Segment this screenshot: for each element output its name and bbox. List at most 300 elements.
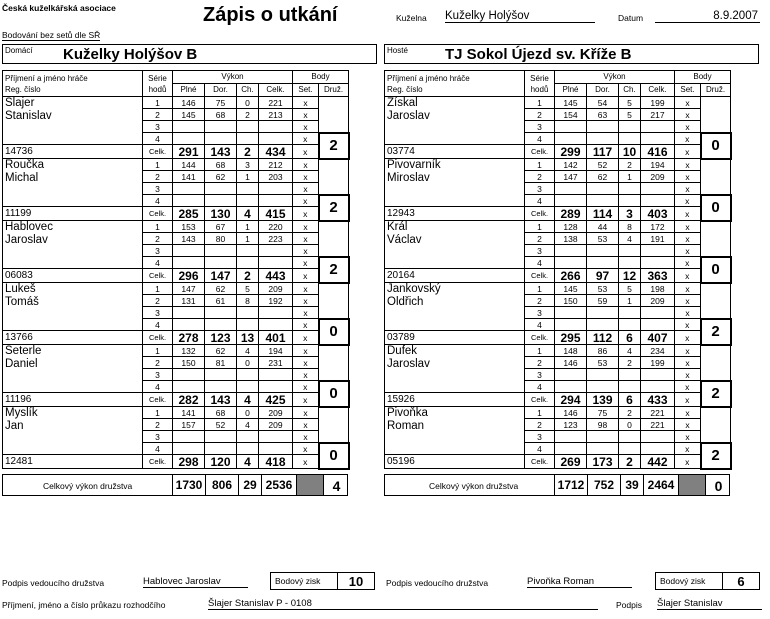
player-total-value: 403 bbox=[641, 207, 675, 221]
player-spacer bbox=[385, 443, 525, 455]
series-number: 2 bbox=[525, 419, 555, 431]
set-mark: x bbox=[675, 431, 701, 443]
player-first-name-cont bbox=[385, 307, 525, 319]
team-total-label: Celkový výkon družstva bbox=[429, 480, 519, 491]
series-number: 3 bbox=[143, 307, 173, 319]
series-value: 1 bbox=[237, 221, 259, 233]
player-reg-number: 03774 bbox=[385, 145, 525, 159]
series-value bbox=[237, 183, 259, 195]
series-value: 80 bbox=[205, 233, 237, 245]
series-value: 4 bbox=[237, 345, 259, 357]
series-value: 81 bbox=[205, 357, 237, 369]
player-surname: Šlajer bbox=[3, 97, 143, 109]
date-value: 8.9.2007 bbox=[655, 10, 760, 23]
series-value bbox=[619, 443, 641, 455]
series-value: 62 bbox=[205, 345, 237, 357]
player-spacer bbox=[3, 195, 143, 207]
series-row bbox=[385, 443, 731, 455]
series-value bbox=[259, 319, 293, 331]
series-number: 2 bbox=[143, 419, 173, 431]
series-value: 2 bbox=[619, 159, 641, 171]
col-player-name: Příjmení a jméno hráče Reg. číslo bbox=[3, 71, 143, 97]
series-value: 150 bbox=[555, 295, 587, 307]
player-points: 2 bbox=[319, 133, 349, 159]
player-total-value: 173 bbox=[587, 455, 619, 469]
series-value bbox=[555, 257, 587, 269]
series-value bbox=[205, 443, 237, 455]
series-value bbox=[259, 121, 293, 133]
series-value: 203 bbox=[259, 171, 293, 183]
series-value bbox=[641, 133, 675, 145]
player-first-name: Oldřich bbox=[385, 295, 525, 307]
series-number: 1 bbox=[143, 345, 173, 357]
player-reg-number: 03789 bbox=[385, 331, 525, 345]
association-name: Česká kuželkářská asociace bbox=[2, 3, 116, 13]
team-total-clear: 752 bbox=[593, 477, 615, 492]
player-total-value: 443 bbox=[259, 269, 293, 283]
player-total-value: 114 bbox=[587, 207, 619, 221]
series-value: 1 bbox=[237, 171, 259, 183]
date-label: Datum bbox=[618, 13, 644, 23]
player-total-value: 425 bbox=[259, 393, 293, 407]
player-points: 0 bbox=[701, 133, 731, 159]
series-value: 62 bbox=[205, 283, 237, 295]
series-row bbox=[3, 431, 349, 443]
player-surname: Myslík bbox=[3, 407, 143, 419]
team-total-sum: 2536 bbox=[265, 477, 293, 492]
series-value: 154 bbox=[555, 109, 587, 121]
series-value: 221 bbox=[641, 419, 675, 431]
series-value bbox=[205, 121, 237, 133]
player-total-value: 4 bbox=[237, 207, 259, 221]
set-mark: x bbox=[675, 283, 701, 295]
series-value bbox=[641, 195, 675, 207]
set-mark: x bbox=[293, 419, 319, 431]
series-value: 5 bbox=[619, 283, 641, 295]
away-bonus-label: Bodový zisk bbox=[660, 576, 706, 586]
series-value bbox=[587, 369, 619, 381]
player-reg-number: 13766 bbox=[3, 331, 143, 345]
player-first-name: Tomáš bbox=[3, 295, 143, 307]
series-value: 2 bbox=[619, 407, 641, 419]
series-value bbox=[237, 431, 259, 443]
player-total-value: 291 bbox=[173, 145, 205, 159]
series-number: 3 bbox=[525, 121, 555, 133]
set-mark: x bbox=[293, 97, 319, 109]
series-value bbox=[587, 443, 619, 455]
series-row bbox=[3, 159, 349, 171]
player-points: 2 bbox=[701, 381, 731, 407]
series-value: 5 bbox=[619, 97, 641, 109]
set-mark: x bbox=[675, 331, 701, 345]
series-row bbox=[3, 109, 349, 121]
player-first-name-cont bbox=[3, 121, 143, 133]
player-first-name: Václav bbox=[385, 233, 525, 245]
series-row bbox=[385, 159, 731, 171]
player-total-row bbox=[385, 145, 731, 159]
set-mark: x bbox=[675, 357, 701, 369]
series-value bbox=[173, 307, 205, 319]
set-mark: x bbox=[675, 233, 701, 245]
series-number: 1 bbox=[143, 283, 173, 295]
team-total-full: 1730 bbox=[175, 477, 203, 492]
total-label: Celk. bbox=[143, 269, 173, 283]
set-mark: x bbox=[293, 145, 319, 159]
col-full: Plné bbox=[173, 84, 205, 97]
team-total-shaded-cell bbox=[297, 475, 323, 495]
series-value bbox=[205, 183, 237, 195]
series-value bbox=[205, 245, 237, 257]
player-points: 2 bbox=[319, 195, 349, 221]
player-reg-number: 14736 bbox=[3, 145, 143, 159]
series-value: 86 bbox=[587, 345, 619, 357]
series-value bbox=[587, 133, 619, 145]
team-total-points: 4 bbox=[332, 477, 341, 494]
series-value bbox=[587, 195, 619, 207]
series-value bbox=[173, 245, 205, 257]
player-first-name-cont bbox=[385, 183, 525, 195]
series-value: 0 bbox=[237, 97, 259, 109]
series-value bbox=[173, 195, 205, 207]
team-total-sum: 2464 bbox=[647, 477, 675, 492]
series-value bbox=[619, 245, 641, 257]
set-mark: x bbox=[293, 393, 319, 407]
series-value bbox=[555, 307, 587, 319]
player-total-value: 3 bbox=[619, 207, 641, 221]
series-row bbox=[3, 369, 349, 381]
series-value bbox=[237, 443, 259, 455]
series-value: 198 bbox=[641, 283, 675, 295]
series-row bbox=[385, 183, 731, 195]
series-value: 75 bbox=[205, 97, 237, 109]
col-total: Celk. bbox=[259, 84, 293, 97]
total-label: Celk. bbox=[525, 455, 555, 469]
player-total-value: 2 bbox=[237, 269, 259, 283]
series-number: 3 bbox=[525, 431, 555, 443]
player-total-row bbox=[3, 269, 349, 283]
series-value bbox=[237, 195, 259, 207]
series-value bbox=[641, 183, 675, 195]
col-points: Body bbox=[675, 71, 731, 84]
set-mark: x bbox=[293, 295, 319, 307]
referee-label: Příjmení, jméno a číslo průkazu rozhodčího bbox=[2, 600, 166, 610]
player-surname: Pivovarník bbox=[385, 159, 525, 171]
away-bonus-value: 6 bbox=[737, 574, 745, 589]
set-mark: x bbox=[675, 257, 701, 269]
pts-spacer bbox=[701, 345, 731, 381]
away-team-name: TJ Sokol Újezd sv. Kříže B bbox=[445, 46, 632, 63]
set-mark: x bbox=[293, 319, 319, 331]
series-value: 52 bbox=[587, 159, 619, 171]
series-number: 4 bbox=[143, 257, 173, 269]
series-row bbox=[385, 381, 731, 393]
set-mark: x bbox=[675, 195, 701, 207]
total-label: Celk. bbox=[525, 269, 555, 283]
set-mark: x bbox=[675, 455, 701, 469]
col-points: Body bbox=[293, 71, 349, 84]
series-value bbox=[619, 121, 641, 133]
series-value: 209 bbox=[641, 171, 675, 183]
series-value bbox=[259, 195, 293, 207]
signature-value: Šlajer Stanislav bbox=[657, 598, 762, 610]
series-number: 4 bbox=[143, 381, 173, 393]
series-value: 98 bbox=[587, 419, 619, 431]
player-total-row bbox=[385, 393, 731, 407]
set-mark: x bbox=[675, 221, 701, 233]
home-team-header bbox=[2, 44, 377, 64]
series-row bbox=[385, 121, 731, 133]
series-value bbox=[173, 443, 205, 455]
series-value bbox=[259, 369, 293, 381]
series-value bbox=[641, 381, 675, 393]
away-team-header bbox=[384, 44, 759, 64]
series-value bbox=[555, 133, 587, 145]
series-value bbox=[237, 381, 259, 393]
series-value: 68 bbox=[205, 109, 237, 121]
series-value: 68 bbox=[205, 407, 237, 419]
series-value: 0 bbox=[619, 419, 641, 431]
player-reg-number: 12943 bbox=[385, 207, 525, 221]
player-total-row bbox=[385, 455, 731, 469]
series-value: 199 bbox=[641, 97, 675, 109]
player-first-name: Jaroslav bbox=[385, 109, 525, 121]
series-row bbox=[3, 171, 349, 183]
series-value bbox=[205, 257, 237, 269]
player-total-value: 415 bbox=[259, 207, 293, 221]
col-misses: Ch. bbox=[619, 84, 641, 97]
player-total-value: 282 bbox=[173, 393, 205, 407]
series-number: 3 bbox=[143, 369, 173, 381]
set-mark: x bbox=[293, 109, 319, 121]
set-mark: x bbox=[293, 407, 319, 419]
player-first-name-cont bbox=[385, 431, 525, 443]
set-mark: x bbox=[293, 133, 319, 145]
series-value bbox=[619, 431, 641, 443]
series-number: 2 bbox=[525, 295, 555, 307]
series-value bbox=[259, 381, 293, 393]
player-total-value: 289 bbox=[555, 207, 587, 221]
player-total-value: 418 bbox=[259, 455, 293, 469]
set-mark: x bbox=[293, 307, 319, 319]
series-value: 209 bbox=[641, 295, 675, 307]
series-value bbox=[237, 369, 259, 381]
player-points: 0 bbox=[319, 443, 349, 469]
series-number: 2 bbox=[143, 233, 173, 245]
series-value bbox=[641, 307, 675, 319]
series-value bbox=[237, 257, 259, 269]
series-row bbox=[385, 419, 731, 431]
series-number: 4 bbox=[143, 133, 173, 145]
set-mark: x bbox=[675, 183, 701, 195]
player-total-value: 97 bbox=[587, 269, 619, 283]
series-value: 75 bbox=[587, 407, 619, 419]
player-first-name-cont bbox=[385, 245, 525, 257]
series-value bbox=[555, 369, 587, 381]
series-row bbox=[3, 221, 349, 233]
series-value bbox=[555, 319, 587, 331]
series-value: 2 bbox=[237, 109, 259, 121]
series-value: 145 bbox=[555, 283, 587, 295]
team-total-full: 1712 bbox=[557, 477, 585, 492]
player-total-value: 433 bbox=[641, 393, 675, 407]
series-row bbox=[385, 233, 731, 245]
series-number: 4 bbox=[143, 195, 173, 207]
pts-spacer bbox=[701, 221, 731, 257]
col-set: Set. bbox=[293, 84, 319, 97]
team-total-points: 0 bbox=[714, 477, 723, 494]
series-number: 4 bbox=[525, 319, 555, 331]
series-value: 146 bbox=[555, 357, 587, 369]
series-value bbox=[237, 307, 259, 319]
player-total-value: 407 bbox=[641, 331, 675, 345]
series-value: 172 bbox=[641, 221, 675, 233]
player-surname: Hablovec bbox=[3, 221, 143, 233]
series-value: 146 bbox=[555, 407, 587, 419]
series-row bbox=[385, 407, 731, 419]
player-first-name: Miroslav bbox=[385, 171, 525, 183]
player-total-row bbox=[3, 455, 349, 469]
team-total-shaded-cell bbox=[679, 475, 705, 495]
total-label: Celk. bbox=[525, 331, 555, 345]
series-value bbox=[205, 195, 237, 207]
set-mark: x bbox=[293, 269, 319, 283]
series-value: 191 bbox=[641, 233, 675, 245]
player-spacer bbox=[3, 133, 143, 145]
series-value: 141 bbox=[173, 171, 205, 183]
series-value: 150 bbox=[173, 357, 205, 369]
series-value bbox=[555, 183, 587, 195]
series-value bbox=[173, 369, 205, 381]
series-value: 62 bbox=[205, 171, 237, 183]
total-label: Celk. bbox=[525, 207, 555, 221]
set-mark: x bbox=[293, 443, 319, 455]
series-value: 8 bbox=[237, 295, 259, 307]
series-value bbox=[641, 443, 675, 455]
set-mark: x bbox=[675, 419, 701, 431]
player-total-value: 123 bbox=[205, 331, 237, 345]
player-first-name: Jan bbox=[3, 419, 143, 431]
player-total-value: 2 bbox=[237, 145, 259, 159]
series-value bbox=[619, 307, 641, 319]
set-mark: x bbox=[293, 257, 319, 269]
player-first-name: Jaroslav bbox=[3, 233, 143, 245]
series-number: 1 bbox=[525, 407, 555, 419]
set-mark: x bbox=[675, 307, 701, 319]
series-number: 3 bbox=[525, 307, 555, 319]
series-row bbox=[385, 319, 731, 331]
series-value: 234 bbox=[641, 345, 675, 357]
col-player-name: Příjmení a jméno hráče Reg. číslo bbox=[385, 71, 525, 97]
series-row bbox=[3, 357, 349, 369]
series-value bbox=[619, 133, 641, 145]
set-mark: x bbox=[675, 345, 701, 357]
series-value bbox=[173, 257, 205, 269]
player-total-value: 401 bbox=[259, 331, 293, 345]
series-value bbox=[259, 257, 293, 269]
player-first-name-cont bbox=[3, 369, 143, 381]
series-value bbox=[237, 121, 259, 133]
series-value bbox=[259, 183, 293, 195]
series-value: 131 bbox=[173, 295, 205, 307]
set-mark: x bbox=[675, 121, 701, 133]
series-value: 1 bbox=[619, 295, 641, 307]
player-surname: Roučka bbox=[3, 159, 143, 171]
home-bonus-box bbox=[270, 572, 375, 590]
signature-label: Podpis bbox=[616, 600, 642, 610]
series-row bbox=[3, 133, 349, 145]
series-number: 2 bbox=[143, 295, 173, 307]
col-team-pts: Druž. bbox=[701, 84, 731, 97]
player-surname: Získal bbox=[385, 97, 525, 109]
player-spacer bbox=[385, 257, 525, 269]
col-clear: Dor. bbox=[587, 84, 619, 97]
series-value bbox=[173, 319, 205, 331]
series-value bbox=[205, 381, 237, 393]
player-total-value: 6 bbox=[619, 393, 641, 407]
team-total-clear: 806 bbox=[211, 477, 233, 492]
series-value bbox=[641, 431, 675, 443]
series-value bbox=[259, 431, 293, 443]
pts-spacer bbox=[319, 221, 349, 257]
series-value: 221 bbox=[641, 407, 675, 419]
home-bonus-value: 10 bbox=[348, 574, 364, 589]
set-mark: x bbox=[675, 171, 701, 183]
series-row bbox=[3, 183, 349, 195]
pts-spacer bbox=[319, 407, 349, 443]
total-label: Celk. bbox=[143, 455, 173, 469]
series-row bbox=[3, 419, 349, 431]
series-row bbox=[385, 195, 731, 207]
series-value: 5 bbox=[619, 109, 641, 121]
col-total: Celk. bbox=[641, 84, 675, 97]
away-leader-signature: Pivoňka Roman bbox=[527, 576, 632, 588]
player-total-value: 294 bbox=[555, 393, 587, 407]
set-mark: x bbox=[293, 221, 319, 233]
player-spacer bbox=[3, 381, 143, 393]
player-spacer bbox=[385, 195, 525, 207]
series-value: 53 bbox=[587, 357, 619, 369]
series-value bbox=[173, 133, 205, 145]
set-mark: x bbox=[675, 407, 701, 419]
series-value: 220 bbox=[259, 221, 293, 233]
series-value bbox=[619, 257, 641, 269]
series-row bbox=[3, 295, 349, 307]
series-value bbox=[619, 195, 641, 207]
series-value: 147 bbox=[555, 171, 587, 183]
series-value: 67 bbox=[205, 221, 237, 233]
player-points: 0 bbox=[319, 381, 349, 407]
series-value: 209 bbox=[259, 419, 293, 431]
away-leader-label: Podpis vedoucího družstva bbox=[386, 578, 489, 588]
series-value bbox=[587, 257, 619, 269]
series-value: 192 bbox=[259, 295, 293, 307]
series-row bbox=[3, 195, 349, 207]
series-value: 1 bbox=[237, 233, 259, 245]
series-value bbox=[173, 121, 205, 133]
player-total-value: 299 bbox=[555, 145, 587, 159]
set-mark: x bbox=[675, 295, 701, 307]
series-value: 123 bbox=[555, 419, 587, 431]
series-row bbox=[3, 121, 349, 133]
series-value bbox=[587, 307, 619, 319]
set-mark: x bbox=[293, 159, 319, 171]
player-first-name: Daniel bbox=[3, 357, 143, 369]
series-value: 63 bbox=[587, 109, 619, 121]
player-first-name-cont bbox=[3, 245, 143, 257]
series-value bbox=[587, 183, 619, 195]
series-value bbox=[205, 133, 237, 145]
series-value bbox=[237, 245, 259, 257]
